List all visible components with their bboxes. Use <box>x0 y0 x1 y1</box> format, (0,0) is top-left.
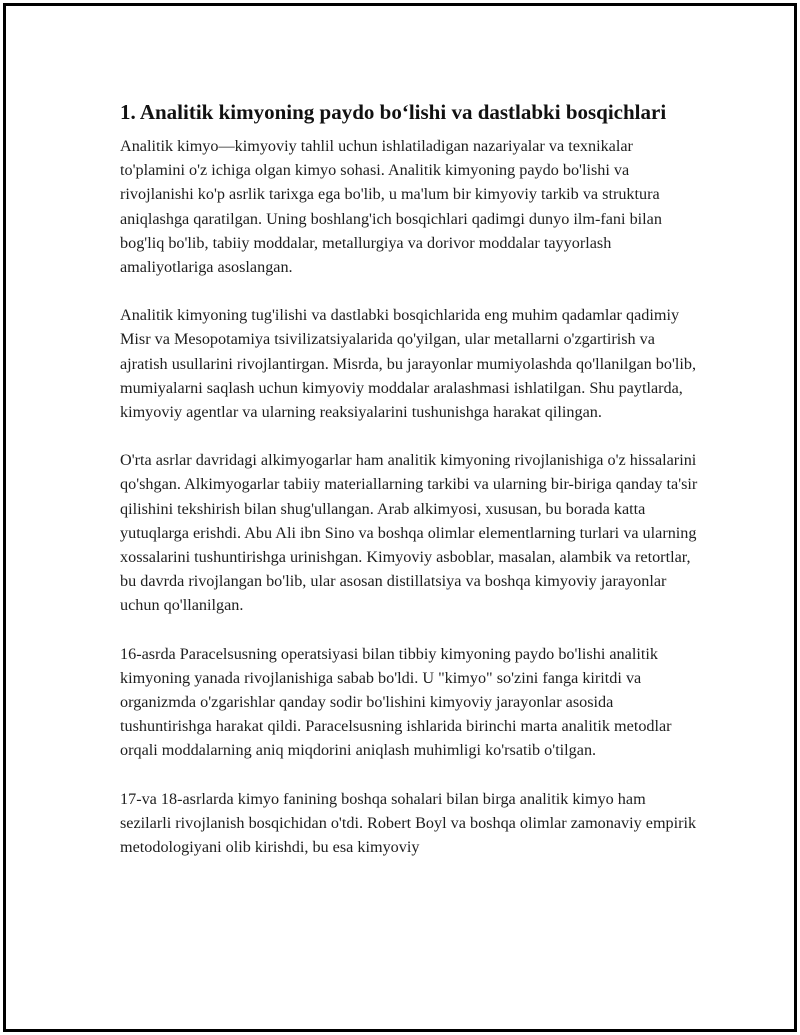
paragraph-1: Analitik kimyo—kimyoviy tahlil uchun ishlatiladigan nazariyalar va texnikalar to'plamini o'z ichiga olgan kimyo sohasi. Analitik kimyoning paydo bo'lishi va rivojlanishi ko'p asrlik tarixga ega bo'lib, u ma'lum bir kimyoviy tarkib va struktura aniqlashga qaratilgan. Uning boshlang'ich bosqichlari qadimgi dunyo ilm-fani bilan bog'liq bo'lib, tabiiy moddalar, metallurgiya va dorivor moddalar tayyorlash amaliyotlariga asoslangan. <box>120 137 662 277</box>
paragraph-2: Analitik kimyoning tug'ilishi va dastlabki bosqichlarida eng muhim qadamlar qadimiy Misr va Mesopotamiya tsivilizatsiyalarida qo'yilgan, ular metallarni o'zgartirish va ajratish usullarini rivojlantirgan. Misrda, bu jarayonlar mumiyolashda qo'llanilgan bo'lib, mumiyalarni saqlash uchun kimyoviy moddalar aralashmasi ishlatilgan. Shu paytlarda, kimyoviy agentlar va ularning reaksiyalarini tushunishga harakat qilingan. <box>120 306 697 422</box>
paragraph-5: 17-va 18-asrlarda kimyo fanining boshqa sohalari bilan birga analitik kimyo ham sezilarli rivojlanish bosqichidan o'tdi. Robert Boyl va boshqa olimlar zamonaviy empirik metodologiyani olib kirishdi, bu esa kimyoviy <box>120 789 697 857</box>
paragraph-3: O'rta asrlar davridagi alkimyogarlar ham analitik kimyoning rivojlanishiga o'z hissalarini qo'shgan. Alkimyogarlar tabiiy materiallarning tarkibi va ularning bir-biriga qanday ta'sir qilishini tekshirish bilan shug'ullangan. Arab alkimyosi, xususan, bu borada katta yutuqlarga erishdi. Abu Ali ibn Sino va boshqa olimlar elementlarning turlari va ularning xossalarini tushuntirishga urinishgan. Kimyoviy asboblar, masalan, alambik va retortlar, bu davrda rivojlangan bo'lib, ular asosan distillatsiya va boshqa kimyoviy jarayonlar uchun qo'llanilgan. <box>120 451 698 615</box>
document-page <box>3 3 797 1032</box>
section-heading: 1. Analitik kimyoning paydo bo‘lishi va dastlabki bosqichlari <box>120 100 667 124</box>
paragraph-4: 16-asrda Paracelsusning operatsiyasi bilan tibbiy kimyoning paydo bo'lishi analitik kimyoning yanada rivojlanishiga sabab bo'ldi. U "kimyo" so'zini fanga kiritdi va organizmda o'zgarishlar qanday sodir bo'lishini kimyoviy jarayonlar asosida tushuntirishga harakat qildi. Paracelsusning ishlarida birinchi marta analitik metodlar orqali moddalarning aniq miqdorini aniqlash muhimligi ko'rsatib o'tilgan. <box>120 644 672 760</box>
document-body <box>120 98 700 883</box>
